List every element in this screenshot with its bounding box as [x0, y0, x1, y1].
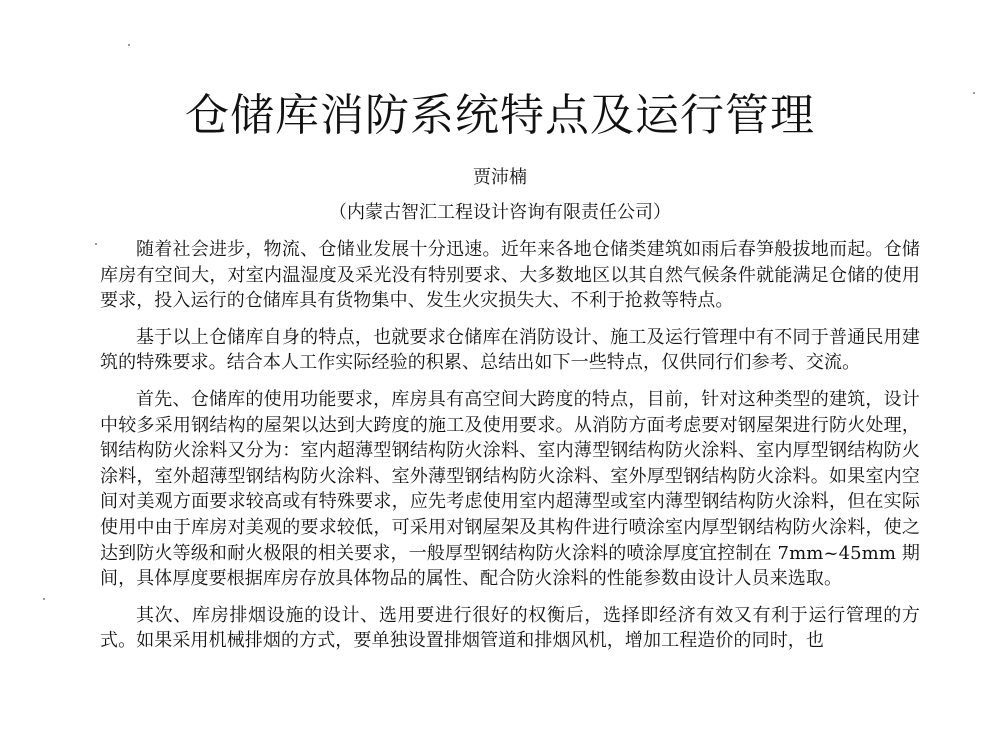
scan-speck: [973, 92, 975, 94]
paragraph-4: 其次、库房排烟设施的设计、选用要进行很好的权衡后，选择即经济有效又有利于运行管理的方式。如果采用机械排烟的方式，要单独设置排烟管道和排烟风机，增加工程造价的同时，也: [100, 604, 920, 652]
scan-speck: [95, 243, 97, 245]
paragraph-2: 基于以上仓储库自身的特点，也就要求仓储库在消防设计、施工及运行管理中有不同于普通民用建筑的特殊要求。结合本人工作实际经验的积累、总结出如下一些特点，仅供同行们参考、交流。: [100, 326, 920, 374]
author-name: 贾沛楠: [473, 167, 527, 188]
paragraph-1: 随着社会进步，物流、仓储业发展十分迅速。近年来各地仓储类建筑如雨后春笋般拔地而起。仓储库房有空间大，对室内温湿度及采光没有特别要求、大多数地区以其自然气候条件就能满足仓储的使用要求，投入运行的仓储库具有货物集中、发生火灾损失大、不利于抢救等特点。: [100, 239, 920, 312]
author-affiliation: （内蒙古智汇工程设计咨询有限责任公司）: [329, 202, 671, 223]
scan-speck: [43, 598, 45, 600]
scan-speck: [128, 44, 130, 46]
paragraph-3: 首先、仓储库的使用功能要求，库房具有高空间大跨度的特点，目前，针对这种类型的建筑，设计中较多采用钢结构的屋架以达到大跨度的施工及使用要求。从消防方面考虑要对钢屋架进行防火处理，钢结构防火涂料又分为：室内超薄型钢结构防火涂料、室内薄型钢结构防火涂料、室内厚型钢结构防火涂料，室外超薄型钢结构防火涂料、室外薄型钢结构防火涂料、室外厚型钢结构防火涂料。如果室内空间对美观方面要求较高或有特殊要求，应先考虑使用室内超薄型或室内薄型钢结构防火涂料，但在实际使用中由于库房对美观的要求较低，可采用对钢屋架及其构件进行喷涂室内厚型钢结构防火涂料，使之达到防火等级和耐火极限的相关要求，一般厚型钢结构防火涂料的喷涂厚度宜控制在 7mm~45mm 期间，具体厚度要根据库房存放具体物品的属性、配合防火涂料的性能参数由设计人员来选取。: [100, 388, 920, 590]
article-body: [100, 237, 920, 665]
page-title: 仓储库消防系统特点及运行管理: [185, 90, 815, 141]
